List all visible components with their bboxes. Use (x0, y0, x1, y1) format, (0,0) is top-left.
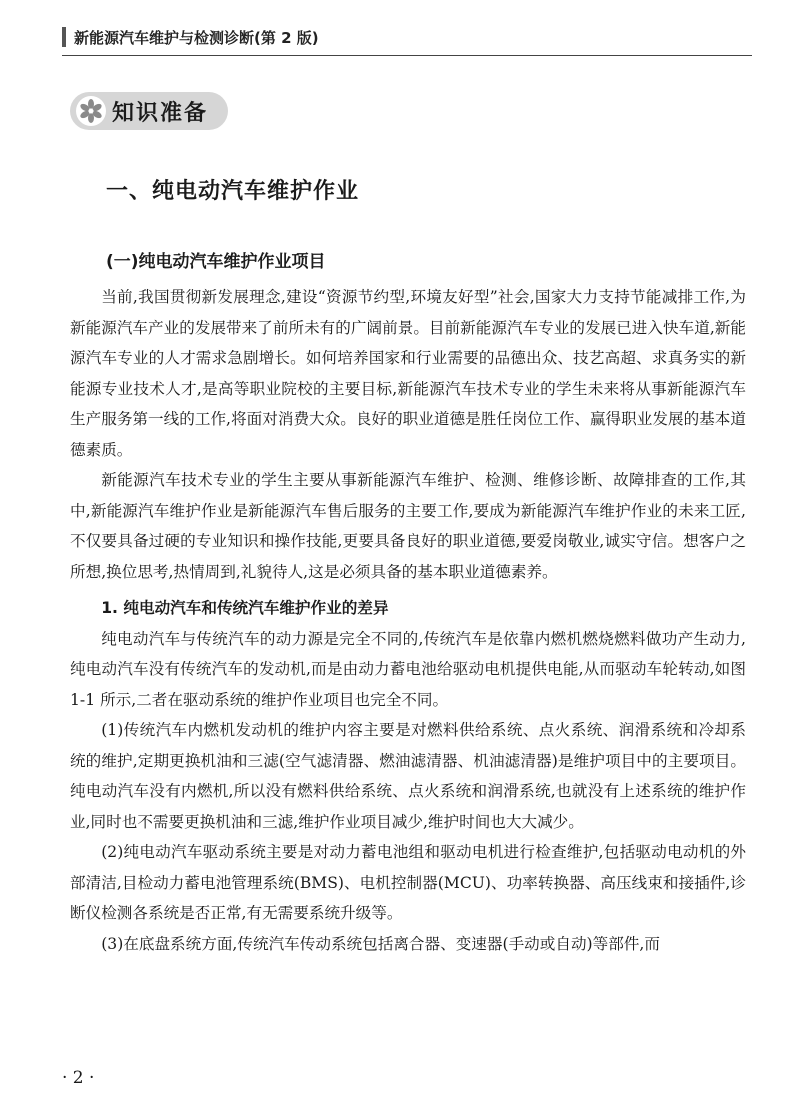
paragraph-6: (3)在底盘系统方面,传统汽车传动系统包括离合器、变速器(手动或自动)等部件,而 (101, 934, 660, 953)
body-text (70, 282, 746, 959)
heading-1: 一、纯电动汽车维护作业 (106, 179, 360, 204)
running-title: 新能源汽车维护与检测诊断(第 2 版) (74, 28, 319, 47)
header-bar (62, 27, 66, 47)
paragraph-4: (1)传统汽车内燃机发动机的维护内容主要是对燃料供给系统、点火系统、润滑系统和冷却系统的维护,定期更换机油和三滤(空气滤清器、燃油滤清器、机油滤清器)是维护项目中的主要项目。纯电动汽车没有内燃机,所以没有燃料供给系统、点火系统和润滑系统,也就没有上述系统的维护作业,同时也不需要更换机油和三滤,维护作业项目减少,维护时间也大大减少。 (70, 721, 746, 831)
paragraph-1: 当前,我国贯彻新发展理念,建设“资源节约型,环境友好型”社会,国家大力支持节能减排工作,为新能源汽车产业的发展带来了前所未有的广阔前景。目前新能源汽车专业的发展已进入快车道,新能源汽车专业的人才需求急剧增长。如何培养国家和行业需要的品德出众、技艺高超、求真务实的新能源专业技术人才,是高等职业院校的主要目标,新能源汽车技术专业的学生未来将从事新能源汽车生产服务第一线的工作,将面对消费大众。良好的职业道德是胜任岗位工作、赢得职业发展的基本道德素质。 (70, 288, 746, 459)
paragraph-2: 新能源汽车技术专业的学生主要从事新能源汽车维护、检测、维修诊断、故障排查的工作,其中,新能源汽车维护作业是新能源汽车售后服务的主要工作,要成为新能源汽车维护作业的未来工匠,不仅要具备过硬的专业知识和操作技能,更要具备良好的职业道德,要爱岗敬业,诚实守信。想客户之所想,换位思考,热情周到,礼貌待人,这是必须具备的基本职业道德素养。 (70, 471, 746, 581)
running-header (62, 26, 319, 48)
paragraph-5: (2)纯电动汽车驱动系统主要是对动力蓄电池组和驱动电机进行检查维护,包括驱动电动机的外部清洁,目检动力蓄电池管理系统(BMS)、电机控制器(MCU)、功率转换器、高压线束和接插件,诊断仪检测各系统是否正常,有无需要系统升级等。 (70, 843, 746, 922)
flower-icon (76, 96, 106, 126)
banner-title: 知识准备 (112, 100, 209, 126)
header-rule (62, 55, 752, 56)
section-banner (70, 92, 228, 130)
paragraph-3: 纯电动汽车与传统汽车的动力源是完全不同的,传统汽车是依靠内燃机燃烧燃料做功产生动力,纯电动汽车没有传统汽车的发动机,而是由动力蓄电池给驱动电机提供电能,从而驱动车轮转动,如图 1-1 所示,二者在驱动系统的维护作业项目也完全不同。 (70, 629, 746, 709)
heading-3: 1. 纯电动汽车和传统汽车维护作业的差异 (101, 599, 389, 617)
heading-2: (一)纯电动汽车维护作业项目 (106, 252, 326, 272)
page-number: · 2 · (62, 1068, 95, 1088)
